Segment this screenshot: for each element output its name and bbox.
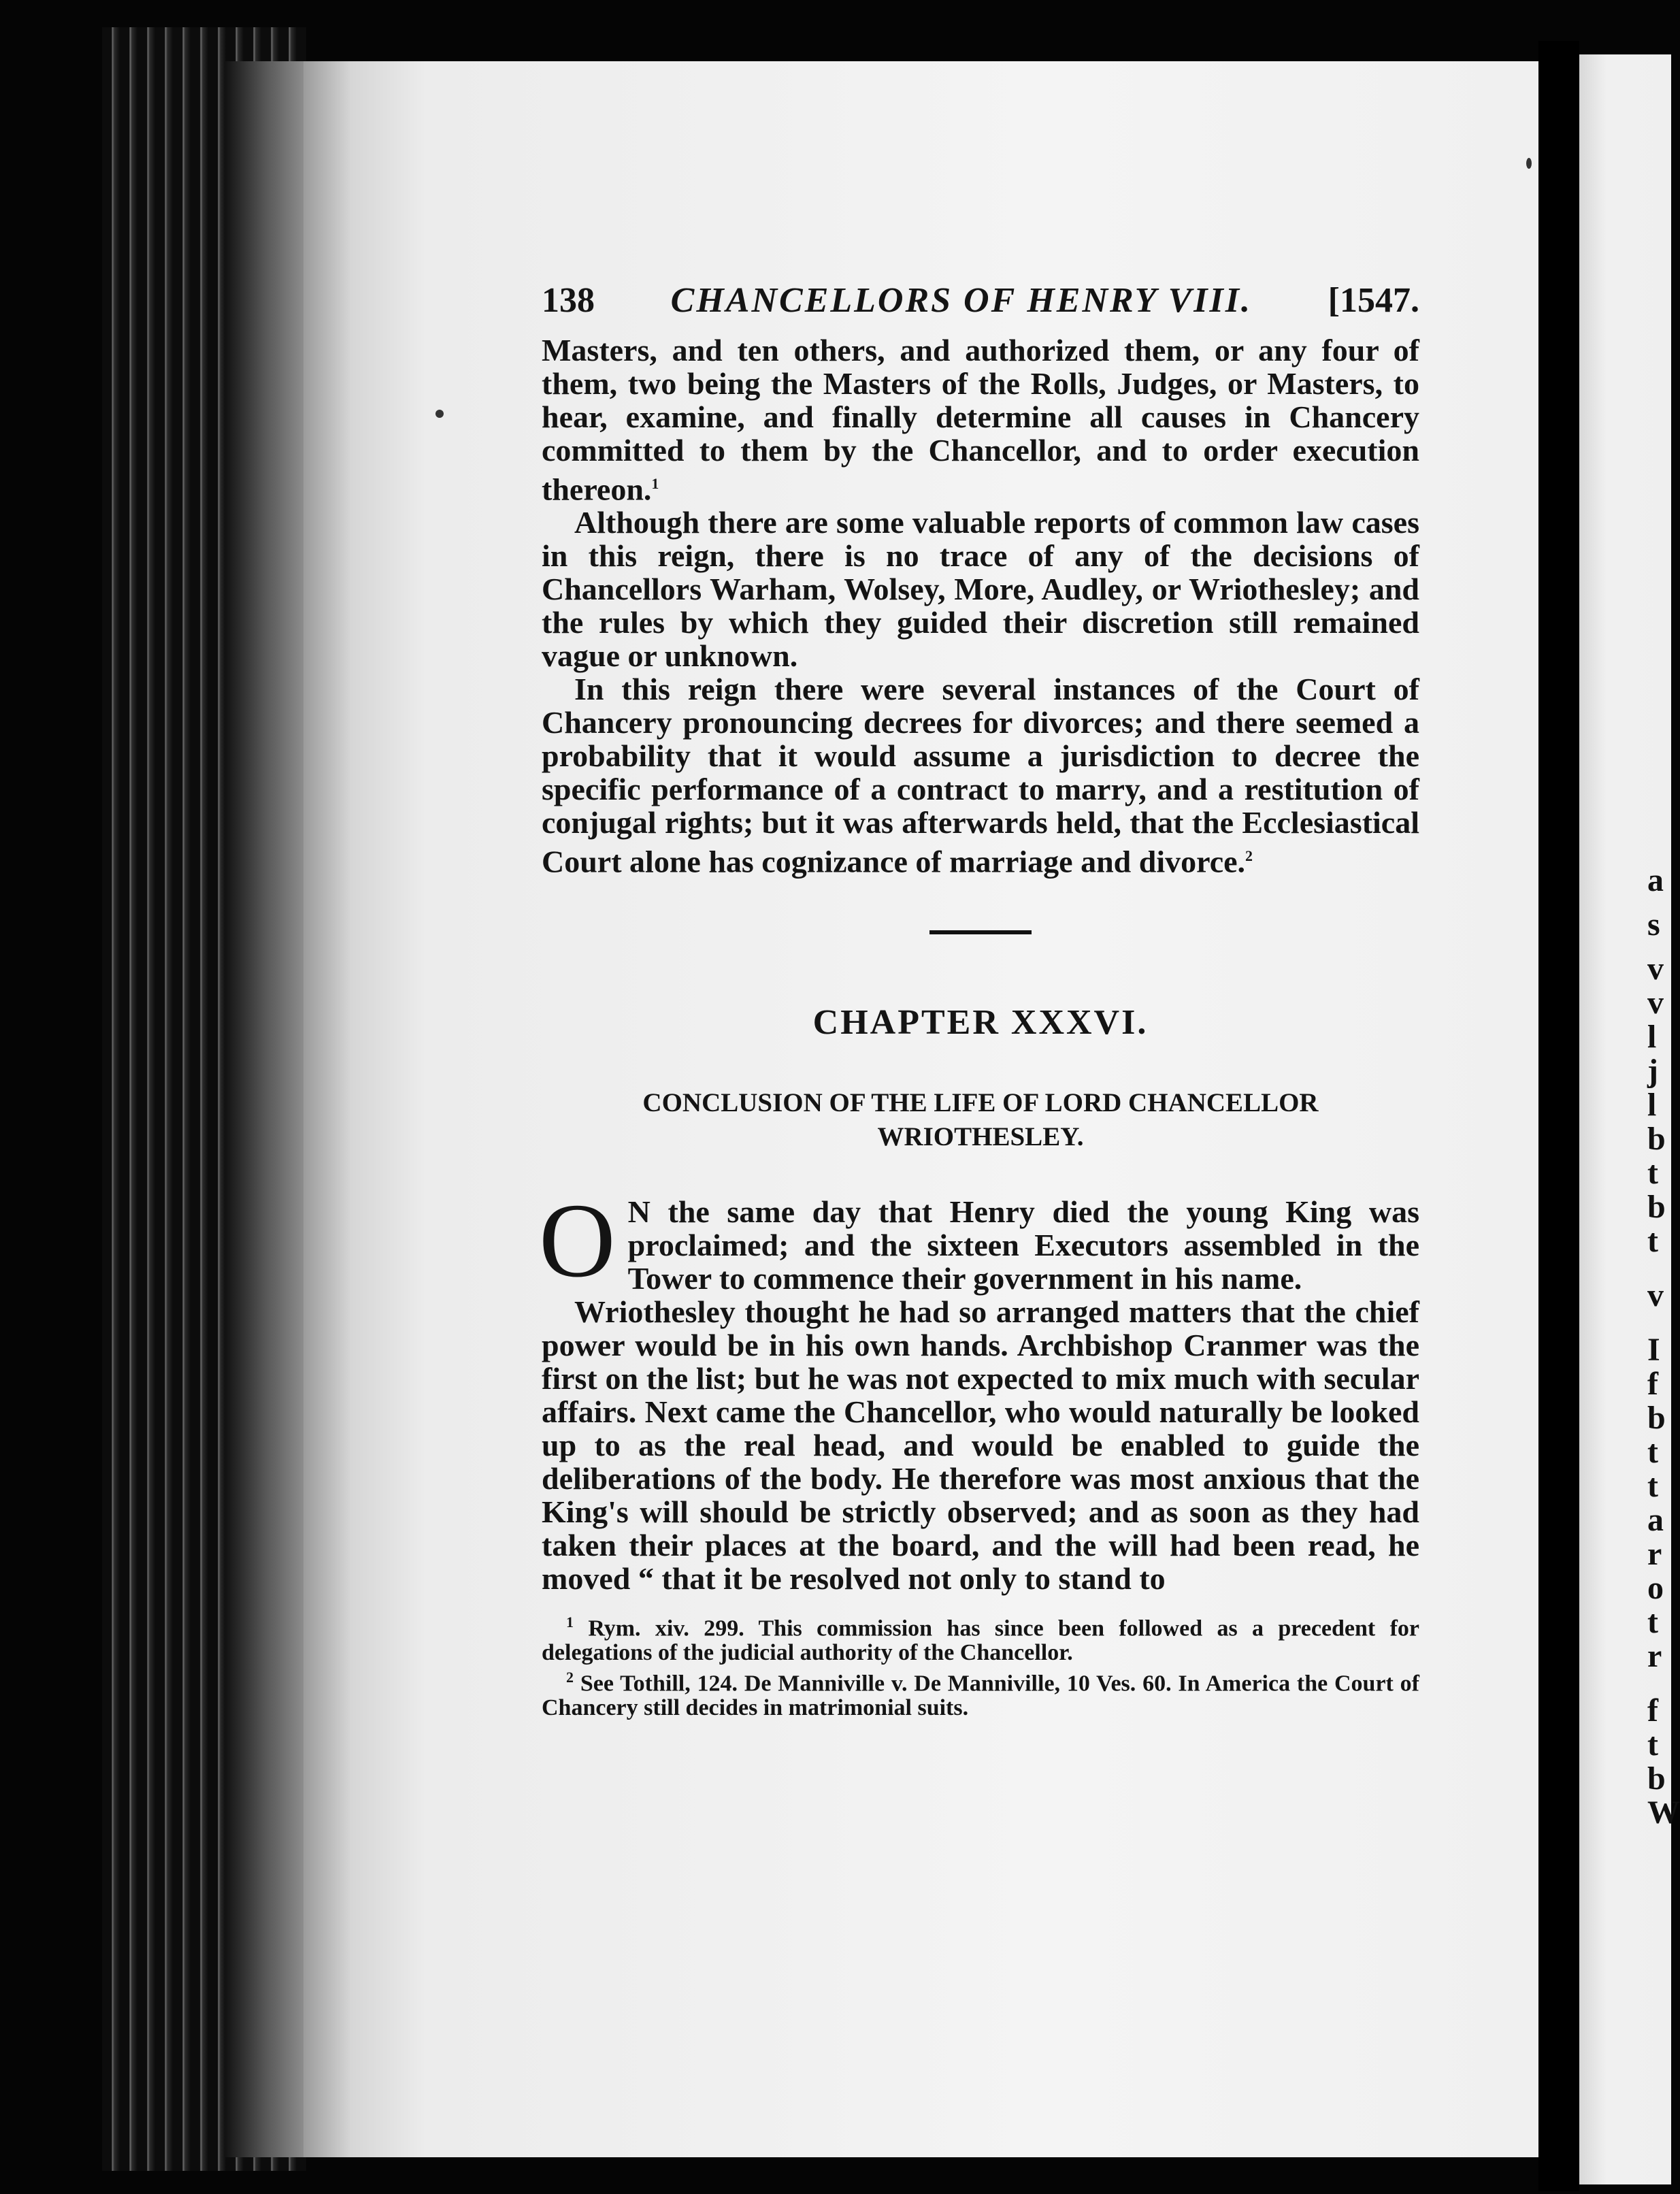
facing-page-text-fragment: v	[1647, 951, 1664, 987]
print-speck	[435, 410, 444, 418]
facing-page-text-fragment: t	[1647, 1434, 1658, 1470]
facing-page-text-fragment: a	[1647, 1502, 1664, 1538]
footnote: $^2$ See Tothill, 124. De Manniville v. De Manniville, 10 Ves. 60. In America the Court of Chancery still decides in matrimonial suits.	[542, 1668, 1420, 1721]
book-gutter	[1538, 41, 1579, 2191]
facing-page-text-fragment: j	[1647, 1053, 1658, 1089]
facing-page-text-fragment: W	[1647, 1795, 1680, 1831]
facing-page-text-fragment: o	[1647, 1570, 1664, 1606]
facing-page-text-fragment: l	[1647, 1087, 1657, 1123]
chapter-opening-paragraph: O N the same day that Henry died the young King was proclaimed; and the sixteen Executors assembled in the Tower to commence their government in his name.	[539, 1181, 1419, 1299]
running-title: CHANCELLORS OF HENRY VIII.	[670, 281, 1253, 320]
facing-page-text-fragment: b	[1647, 1189, 1666, 1225]
facing-page-text-fragment: t	[1647, 1726, 1658, 1763]
section-divider	[929, 930, 1032, 934]
chapter-title: CHAPTER XXXVI.	[812, 1002, 1149, 1042]
footnotes	[542, 1610, 1419, 1721]
page-content	[539, 280, 1420, 1721]
paragraph: Wriothesley thought he had so arranged matters that the chief power would be in his own hands. Archbishop Cranmer was the first on the list; but he was not expected to mix much with secular affairs. Next came the Chancellor, who would naturally be looked up to as the real head, and would be enabled to guide the deliberations of the body. He therefore was most anxious that the King's will should be strictly observed; and as soon as they had taken their places at the board, and the will had been read, he moved “ that it be resolved not only to stand to	[542, 1294, 1419, 1596]
facing-page-text-fragment: l	[1647, 1019, 1657, 1055]
facing-page-text-fragment: t	[1647, 1468, 1658, 1504]
facing-page-text-fragment: t	[1647, 1223, 1658, 1259]
facing-page-text-fragment: t	[1647, 1604, 1658, 1640]
facing-page-text-fragment: f	[1647, 1366, 1658, 1402]
facing-page-text-fragment: v	[1647, 1277, 1664, 1313]
facing-page-text-fragment: b	[1647, 1400, 1666, 1436]
facing-page-text-fragment: r	[1647, 1536, 1662, 1572]
facing-page-text-fragment: t	[1647, 1155, 1658, 1191]
facing-page-text-fragment: s	[1647, 906, 1660, 943]
header-year: [1547.	[1328, 281, 1419, 320]
facing-page-text-fragment: a	[1647, 862, 1664, 898]
facing-page-text-fragment: b	[1647, 1121, 1666, 1157]
drop-cap: O	[539, 1181, 616, 1299]
paragraph: Although there are some valuable reports of common law cases in this reign, there is no trace of any of the decisions of Chancellors Warham, Wolsey, More, Audley, or Wriothesley; and the rules by which they guided their discretion still remained vague or unknown.	[542, 505, 1419, 674]
print-speck	[1526, 158, 1532, 169]
page-number: 138	[542, 281, 595, 320]
paragraph: Masters, and ten others, and authorized them, or any four of them, two being the Masters of the Rolls, Judges, or Masters, to hear, examine, and finally determine all causes in Chancery committed to them by the Chancellor, and to order execution thereon.$^1$	[542, 333, 1419, 507]
facing-page-text-fragment: v	[1647, 985, 1664, 1021]
chapter-subtitle: CONCLUSION OF THE LIFE OF LORD CHANCELLOR WRIOTHESLEY.	[642, 1087, 1319, 1151]
facing-page	[1579, 54, 1680, 2184]
page-edge-shadow	[225, 61, 313, 2157]
running-header	[542, 280, 1419, 333]
facing-page-text-fragment: I	[1647, 1332, 1660, 1368]
paragraph: In this reign there were several instances of the Court of Chancery pronouncing decrees for divorces; and there seemed a probability that it would assume a jurisdiction to decree the specific performance of a contract to marry, and a restitution of conjugal rights; but it was afterwards held, that the Ecclesiastical Court alone has cognizance of marriage and divorce.$^2$	[542, 672, 1419, 879]
facing-page-text-fragment: b	[1647, 1761, 1666, 1797]
facing-page-text-fragment: r	[1647, 1638, 1662, 1674]
footnote: $^1$ Rym. xiv. 299. This commission has since been followed as a precedent for delegations of the judicial authority of the Chancellor.	[542, 1613, 1419, 1665]
facing-page-text-fragment: f	[1647, 1692, 1658, 1729]
